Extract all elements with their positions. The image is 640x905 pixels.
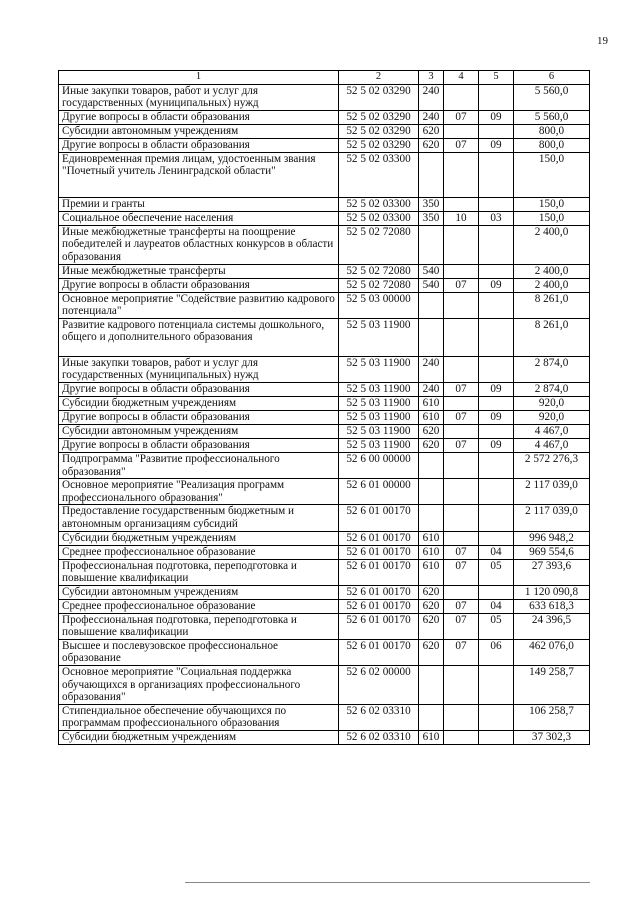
amount: 2 400,0 (514, 278, 590, 292)
subsection-code: 03 (479, 211, 514, 225)
subsection-code (479, 531, 514, 545)
section-code: 07 (444, 613, 479, 639)
amount: 633 618,3 (514, 599, 590, 613)
budget-table (58, 70, 590, 745)
amount: 8 261,0 (514, 292, 590, 318)
row-label: Другие вопросы в области образования (59, 278, 339, 292)
subsection-code: 09 (479, 382, 514, 396)
row-label: Предоставление государственным бюджетным и автономным организациям субсидий (59, 505, 339, 531)
row-label: Другие вопросы в области образования (59, 438, 339, 452)
target-code: 52 5 02 03290 (339, 124, 419, 138)
row-label: Основное мероприятие "Реализация программ профессионального образования" (59, 479, 339, 505)
section-code (444, 356, 479, 382)
target-code: 52 6 01 00170 (339, 599, 419, 613)
row-label: Другие вопросы в области образования (59, 410, 339, 424)
section-code (444, 396, 479, 410)
row-label: Субсидии бюджетным учреждениям (59, 531, 339, 545)
row-label: Иные закупки товаров, работ и услуг для государственных (муниципальных) нужд (59, 356, 339, 382)
table-row (59, 110, 590, 124)
amount: 150,0 (514, 211, 590, 225)
row-label: Среднее профессиональное образование (59, 599, 339, 613)
row-label: Стипендиальное обеспечение обучающихся по программам профессионального образования (59, 704, 339, 730)
section-code: 07 (444, 138, 479, 152)
amount: 5 560,0 (514, 84, 590, 110)
amount: 8 261,0 (514, 318, 590, 356)
section-code (444, 452, 479, 478)
table-row (59, 124, 590, 138)
expense-type-code (419, 292, 444, 318)
table-row (59, 152, 590, 197)
table-row (59, 452, 590, 478)
table-row (59, 599, 590, 613)
expense-type-code: 610 (419, 410, 444, 424)
target-code: 52 5 03 00000 (339, 292, 419, 318)
table-row (59, 197, 590, 211)
subsection-code: 04 (479, 599, 514, 613)
row-label: Социальное обеспечение населения (59, 211, 339, 225)
expense-type-code (419, 318, 444, 356)
table-row (59, 639, 590, 665)
target-code: 52 5 02 03300 (339, 211, 419, 225)
amount: 2 572 276,3 (514, 452, 590, 478)
row-label: Субсидии автономным учреждениям (59, 585, 339, 599)
row-label: Единовременная премия лицам, удостоенным звания "Почетный учитель Ленинградской области" (59, 152, 339, 197)
amount: 2 400,0 (514, 225, 590, 264)
target-code: 52 5 03 11900 (339, 396, 419, 410)
table-row (59, 424, 590, 438)
subsection-code: 05 (479, 559, 514, 585)
row-label: Среднее профессиональное образование (59, 545, 339, 559)
section-code: 07 (444, 382, 479, 396)
target-code: 52 6 02 03310 (339, 704, 419, 730)
subsection-code (479, 292, 514, 318)
amount: 4 467,0 (514, 438, 590, 452)
expense-type-code (419, 704, 444, 730)
subsection-code: 09 (479, 438, 514, 452)
table-row (59, 731, 590, 745)
section-code (444, 585, 479, 599)
expense-type-code: 240 (419, 382, 444, 396)
expense-type-code: 620 (419, 599, 444, 613)
expense-type-code: 620 (419, 585, 444, 599)
amount: 5 560,0 (514, 110, 590, 124)
section-code (444, 124, 479, 138)
section-code (444, 264, 479, 278)
expense-type-code: 610 (419, 731, 444, 745)
subsection-code (479, 197, 514, 211)
expense-type-code: 620 (419, 138, 444, 152)
subsection-code: 09 (479, 278, 514, 292)
table-row (59, 531, 590, 545)
table-row (59, 318, 590, 356)
target-code: 52 5 03 11900 (339, 424, 419, 438)
subsection-code (479, 731, 514, 745)
section-code: 07 (444, 599, 479, 613)
amount: 2 874,0 (514, 382, 590, 396)
section-code: 07 (444, 110, 479, 124)
table-row (59, 479, 590, 505)
column-header: 3 (419, 71, 444, 85)
expense-type-code: 610 (419, 396, 444, 410)
target-code: 52 5 02 03290 (339, 84, 419, 110)
expense-type-code: 540 (419, 264, 444, 278)
target-code: 52 6 01 00170 (339, 531, 419, 545)
section-code: 07 (444, 639, 479, 665)
target-code: 52 5 03 11900 (339, 318, 419, 356)
subsection-code (479, 666, 514, 705)
table-row (59, 505, 590, 531)
subsection-code: 04 (479, 545, 514, 559)
table-row (59, 292, 590, 318)
table-row (59, 410, 590, 424)
target-code: 52 5 02 03290 (339, 138, 419, 152)
section-code (444, 225, 479, 264)
amount: 800,0 (514, 138, 590, 152)
target-code: 52 5 03 11900 (339, 356, 419, 382)
target-code: 52 6 01 00170 (339, 613, 419, 639)
subsection-code: 05 (479, 613, 514, 639)
section-code (444, 84, 479, 110)
target-code: 52 6 01 00170 (339, 545, 419, 559)
subsection-code (479, 84, 514, 110)
target-code: 52 5 02 03290 (339, 110, 419, 124)
column-header: 5 (479, 71, 514, 85)
table-row (59, 356, 590, 382)
section-code (444, 731, 479, 745)
table-row (59, 211, 590, 225)
table-row (59, 225, 590, 264)
table-header-row (59, 71, 590, 85)
target-code: 52 6 02 00000 (339, 666, 419, 705)
amount: 2 874,0 (514, 356, 590, 382)
expense-type-code: 620 (419, 124, 444, 138)
expense-type-code: 620 (419, 639, 444, 665)
row-label: Субсидии бюджетным учреждениям (59, 396, 339, 410)
target-code: 52 5 02 72080 (339, 278, 419, 292)
section-code (444, 666, 479, 705)
expense-type-code (419, 666, 444, 705)
subsection-code (479, 225, 514, 264)
target-code: 52 6 01 00170 (339, 505, 419, 531)
row-label: Другие вопросы в области образования (59, 110, 339, 124)
section-code (444, 318, 479, 356)
row-label: Подпрограмма "Развитие профессионального образования" (59, 452, 339, 478)
row-label: Иные закупки товаров, работ и услуг для государственных (муниципальных) нужд (59, 84, 339, 110)
amount: 37 302,3 (514, 731, 590, 745)
section-code: 10 (444, 211, 479, 225)
section-code: 07 (444, 410, 479, 424)
row-label: Субсидии бюджетным учреждениям (59, 731, 339, 745)
table-row (59, 613, 590, 639)
target-code: 52 5 02 03300 (339, 152, 419, 197)
subsection-code (479, 585, 514, 599)
section-code: 07 (444, 278, 479, 292)
table-row (59, 666, 590, 705)
page-number: 19 (597, 35, 608, 47)
table-row (59, 84, 590, 110)
subsection-code (479, 396, 514, 410)
section-code: 07 (444, 545, 479, 559)
section-code (444, 704, 479, 730)
row-label: Субсидии автономным учреждениям (59, 424, 339, 438)
row-label: Основное мероприятие "Социальная поддержка обучающихся в организациях профессионального образования" (59, 666, 339, 705)
amount: 920,0 (514, 410, 590, 424)
row-label: Основное мероприятие "Содействие развитию кадрового потенциала" (59, 292, 339, 318)
expense-type-code: 610 (419, 559, 444, 585)
expense-type-code: 240 (419, 84, 444, 110)
expense-type-code: 540 (419, 278, 444, 292)
table-row (59, 278, 590, 292)
subsection-code (479, 505, 514, 531)
subsection-code (479, 452, 514, 478)
row-label: Другие вопросы в области образования (59, 138, 339, 152)
amount: 800,0 (514, 124, 590, 138)
table-row (59, 438, 590, 452)
expense-type-code: 620 (419, 613, 444, 639)
amount: 149 258,7 (514, 666, 590, 705)
column-header: 1 (59, 71, 339, 85)
expense-type-code: 620 (419, 438, 444, 452)
target-code: 52 6 00 00000 (339, 452, 419, 478)
section-code (444, 197, 479, 211)
row-label: Другие вопросы в области образования (59, 382, 339, 396)
expense-type-code: 610 (419, 531, 444, 545)
amount: 2 117 039,0 (514, 505, 590, 531)
table-row (59, 264, 590, 278)
table-row (59, 396, 590, 410)
row-label: Развитие кадрового потенциала системы дошкольного, общего и дополнительного образования (59, 318, 339, 356)
amount: 996 948,2 (514, 531, 590, 545)
table-row (59, 704, 590, 730)
subsection-code (479, 479, 514, 505)
column-header: 4 (444, 71, 479, 85)
target-code: 52 6 01 00170 (339, 585, 419, 599)
amount: 150,0 (514, 197, 590, 211)
amount: 2 117 039,0 (514, 479, 590, 505)
amount: 2 400,0 (514, 264, 590, 278)
section-code (444, 152, 479, 197)
section-code (444, 505, 479, 531)
row-label: Высшее и послевузовское профессиональное образование (59, 639, 339, 665)
column-header: 2 (339, 71, 419, 85)
subsection-code: 06 (479, 639, 514, 665)
amount: 4 467,0 (514, 424, 590, 438)
amount: 150,0 (514, 152, 590, 197)
table-row (59, 545, 590, 559)
expense-type-code: 350 (419, 211, 444, 225)
section-code (444, 292, 479, 318)
row-label: Субсидии автономным учреждениям (59, 124, 339, 138)
target-code: 52 5 02 72080 (339, 264, 419, 278)
subsection-code: 09 (479, 410, 514, 424)
expense-type-code (419, 452, 444, 478)
row-label: Иные межбюджетные трансферты на поощрение победителей и лауреатов областных конкурсов в области образования (59, 225, 339, 264)
target-code: 52 5 02 72080 (339, 225, 419, 264)
row-label: Профессиональная подготовка, переподготовка и повышение квалификации (59, 559, 339, 585)
row-label: Иные межбюджетные трансферты (59, 264, 339, 278)
target-code: 52 6 01 00170 (339, 559, 419, 585)
target-code: 52 6 02 03310 (339, 731, 419, 745)
amount: 24 396,5 (514, 613, 590, 639)
section-code: 07 (444, 438, 479, 452)
section-code (444, 531, 479, 545)
target-code: 52 5 02 03300 (339, 197, 419, 211)
target-code: 52 5 03 11900 (339, 382, 419, 396)
table-row (59, 559, 590, 585)
subsection-code (479, 152, 514, 197)
table-row (59, 138, 590, 152)
table-row (59, 382, 590, 396)
subsection-code (479, 318, 514, 356)
section-code (444, 479, 479, 505)
amount: 1 120 090,8 (514, 585, 590, 599)
expense-type-code (419, 225, 444, 264)
target-code: 52 5 03 11900 (339, 410, 419, 424)
target-code: 52 6 01 00170 (339, 639, 419, 665)
subsection-code: 09 (479, 138, 514, 152)
row-label: Премии и гранты (59, 197, 339, 211)
subsection-code (479, 424, 514, 438)
footer-divider (185, 882, 590, 883)
column-header: 6 (514, 71, 590, 85)
expense-type-code: 620 (419, 424, 444, 438)
amount: 27 393,6 (514, 559, 590, 585)
amount: 969 554,6 (514, 545, 590, 559)
table-row (59, 585, 590, 599)
expense-type-code (419, 505, 444, 531)
section-code: 07 (444, 559, 479, 585)
subsection-code (479, 704, 514, 730)
expense-type-code: 350 (419, 197, 444, 211)
expense-type-code: 240 (419, 110, 444, 124)
target-code: 52 6 01 00000 (339, 479, 419, 505)
amount: 462 076,0 (514, 639, 590, 665)
amount: 106 258,7 (514, 704, 590, 730)
subsection-code (479, 124, 514, 138)
target-code: 52 5 03 11900 (339, 438, 419, 452)
expense-type-code: 240 (419, 356, 444, 382)
subsection-code (479, 264, 514, 278)
subsection-code: 09 (479, 110, 514, 124)
subsection-code (479, 356, 514, 382)
expense-type-code: 610 (419, 545, 444, 559)
row-label: Профессиональная подготовка, переподготовка и повышение квалификации (59, 613, 339, 639)
amount: 920,0 (514, 396, 590, 410)
expense-type-code (419, 152, 444, 197)
expense-type-code (419, 479, 444, 505)
section-code (444, 424, 479, 438)
